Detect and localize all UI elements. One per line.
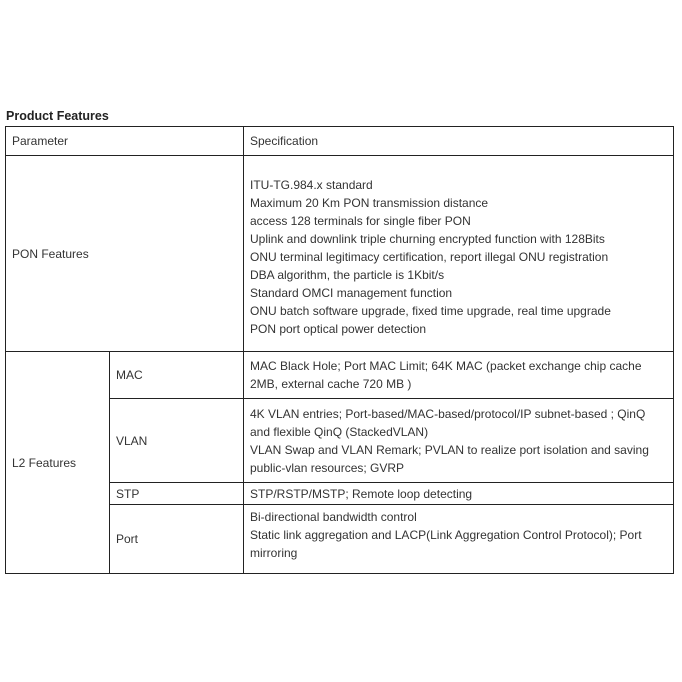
header-parameter: Parameter (6, 127, 244, 156)
spec-line: STP/RSTP/MSTP; Remote loop detecting (250, 486, 473, 501)
spec-line: Maximum 20 Km PON transmission distance (250, 195, 489, 210)
spec-line: VLAN Swap and VLAN Remark; PVLAN to realize port isolation and saving public-vlan resources; GVRP (250, 442, 649, 475)
spec-line: Bi-directional bandwidth control (250, 510, 417, 524)
stp-label: STP (110, 483, 244, 505)
header-specification: Specification (244, 127, 674, 156)
spec-line: ONU batch software upgrade, fixed time upgrade, real time upgrade (250, 303, 611, 318)
vlan-spec (244, 399, 674, 483)
stp-spec (244, 483, 674, 505)
table-row (6, 352, 674, 399)
mac-label: MAC (110, 352, 244, 399)
spec-line: 4K VLAN entries; Port-based/MAC-based/protocol/IP subnet-based ; QinQ and flexible QinQ (StackedVLAN) (250, 406, 646, 439)
spec-line: Standard OMCI management function (250, 285, 453, 300)
spec-line: Static link aggregation and LACP(Link Aggregation Control Protocol); Port mirroring (250, 528, 642, 560)
spec-line: MAC Black Hole; Port MAC Limit; 64K MAC (packet exchange chip cache 2MB, external cache 720 MB ) (250, 359, 642, 391)
mac-spec (244, 352, 674, 399)
spec-line: PON port optical power detection (250, 321, 427, 336)
product-features-table (5, 126, 674, 574)
spec-line: ONU terminal legitimacy certification, report illegal ONU registration (250, 249, 609, 264)
spec-line: access 128 terminals for single fiber PON (250, 213, 471, 228)
port-spec (244, 505, 674, 574)
table-row (6, 156, 674, 352)
section-title: Product Features (6, 109, 109, 123)
port-label: Port (110, 505, 244, 574)
vlan-label: VLAN (110, 399, 244, 483)
l2-features-label: L2 Features (6, 352, 110, 574)
pon-features-label: PON Features (6, 156, 244, 352)
pon-features-spec (244, 156, 674, 352)
spec-line: ITU-TG.984.x standard (250, 177, 373, 192)
spec-line: DBA algorithm, the particle is 1Kbit/s (250, 267, 445, 282)
spec-line: Uplink and downlink triple churning encrypted function with 128Bits (250, 231, 605, 246)
table-header-row (6, 127, 674, 156)
